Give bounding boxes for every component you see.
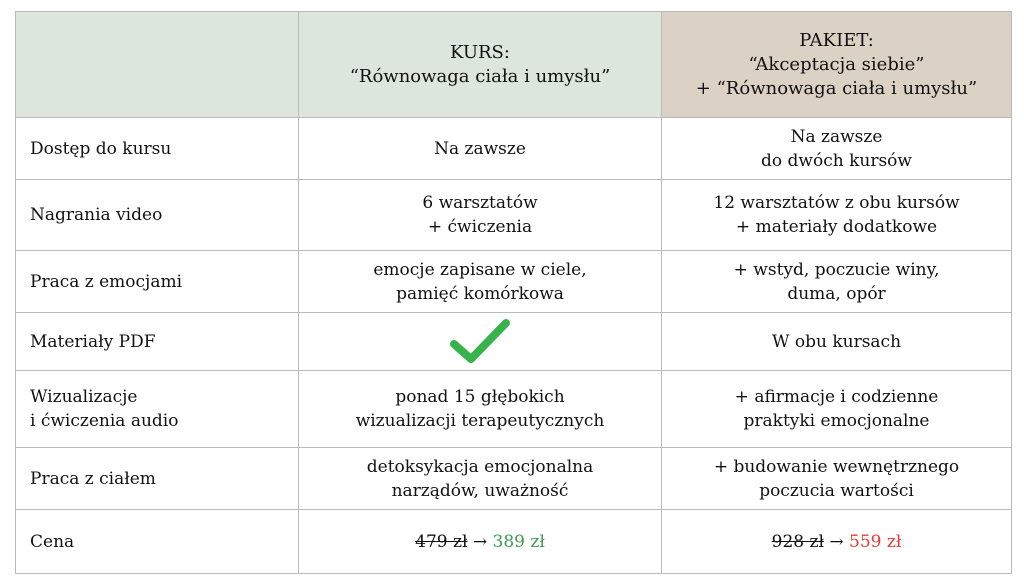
- header-kurs: [299, 12, 662, 118]
- table-row: [16, 251, 1012, 313]
- row-label-line: Praca z ciałem: [30, 468, 156, 489]
- row-label-line: Nagrania video: [30, 205, 163, 225]
- kurs-value-line: ponad 15 głębokich: [395, 387, 565, 407]
- row-label-line: Praca z emocjami: [30, 271, 183, 292]
- pakiet-price: [662, 510, 1012, 574]
- kurs-value-line: emocje zapisane w ciele,: [373, 259, 587, 280]
- kurs-new-price: 389 zł: [492, 531, 545, 552]
- header-pakiet-line: + “Równowaga ciała i umysłu”: [695, 77, 978, 99]
- kurs-price: [299, 510, 662, 574]
- kurs-value: [299, 118, 662, 180]
- row-label: [16, 371, 299, 448]
- pakiet-value-line: + wstyd, poczucie winy,: [733, 259, 940, 280]
- pakiet-value: [662, 251, 1012, 313]
- header-pakiet: [662, 12, 1012, 118]
- price-arrow: →: [829, 531, 844, 552]
- pakiet-new-price: 559 zł: [849, 531, 902, 552]
- pakiet-value-line: W obu kursach: [771, 331, 902, 352]
- kurs-old-price: 479 zł: [415, 531, 468, 552]
- kurs-value-line: detoksykacja emocjonalna: [366, 456, 594, 477]
- price-arrow: →: [472, 531, 488, 552]
- kurs-value: [299, 180, 662, 251]
- pakiet-value-line: + afirmacje i codzienne: [734, 387, 939, 407]
- price-label: Cena: [30, 531, 75, 552]
- row-label-line: i ćwiczenia audio: [30, 411, 179, 431]
- row-label: [16, 510, 299, 574]
- kurs-value-line: narządów, uważność: [391, 480, 569, 501]
- table-row: [16, 313, 1012, 371]
- kurs-value-line: + ćwiczenia: [427, 217, 533, 237]
- kurs-value: [299, 371, 662, 448]
- table-row: [16, 448, 1012, 510]
- header-kurs-line: “Równowaga ciała i umysłu”: [349, 65, 611, 87]
- header-kurs-line: KURS:: [450, 41, 510, 63]
- kurs-value-line: Na zawsze: [434, 138, 526, 159]
- kurs-value: [299, 251, 662, 313]
- comparison-table: [15, 11, 1012, 574]
- row-label-line: Materiały PDF: [30, 331, 156, 352]
- pakiet-value: [662, 118, 1012, 180]
- kurs-value-line: wizualizacji terapeutycznych: [355, 411, 605, 431]
- header-pakiet-line: “Akceptacja siebie”: [748, 53, 925, 75]
- header-empty-cell: [16, 12, 299, 118]
- kurs-value-line: 6 warsztatów: [422, 193, 538, 213]
- pakiet-value: [662, 448, 1012, 510]
- table-row: [16, 180, 1012, 251]
- pakiet-value-line: praktyki emocjonalne: [743, 411, 930, 431]
- pakiet-value: [662, 180, 1012, 251]
- kurs-value-line: pamięć komórkowa: [396, 283, 564, 304]
- kurs-value: [299, 313, 662, 371]
- table-row: [16, 118, 1012, 180]
- pakiet-value: [662, 371, 1012, 448]
- pakiet-value-line: + budowanie wewnętrznego: [713, 456, 960, 477]
- table-row: [16, 371, 1012, 448]
- row-label: [16, 448, 299, 510]
- pakiet-value: [662, 313, 1012, 371]
- check-icon: [448, 317, 512, 367]
- kurs-value: [299, 448, 662, 510]
- price-row: [16, 510, 1012, 574]
- pakiet-value-line: poczucia wartości: [759, 480, 914, 501]
- row-label: [16, 251, 299, 313]
- row-label: [16, 118, 299, 180]
- pakiet-value-line: 12 warsztatów z obu kursów: [713, 193, 960, 213]
- row-label: [16, 180, 299, 251]
- row-label: [16, 313, 299, 371]
- pakiet-old-price: 928 zł: [771, 531, 824, 552]
- row-label-line: Dostęp do kursu: [30, 138, 172, 159]
- pakiet-value-line: do dwóch kursów: [761, 150, 912, 171]
- header-pakiet-line: PAKIET:: [799, 29, 874, 51]
- row-label-line: Wizualizacje: [30, 387, 138, 407]
- pakiet-value-line: duma, opór: [787, 283, 886, 304]
- pakiet-value-line: Na zawsze: [790, 126, 883, 147]
- pakiet-value-line: + materiały dodatkowe: [735, 217, 938, 237]
- header-row: [16, 12, 1012, 118]
